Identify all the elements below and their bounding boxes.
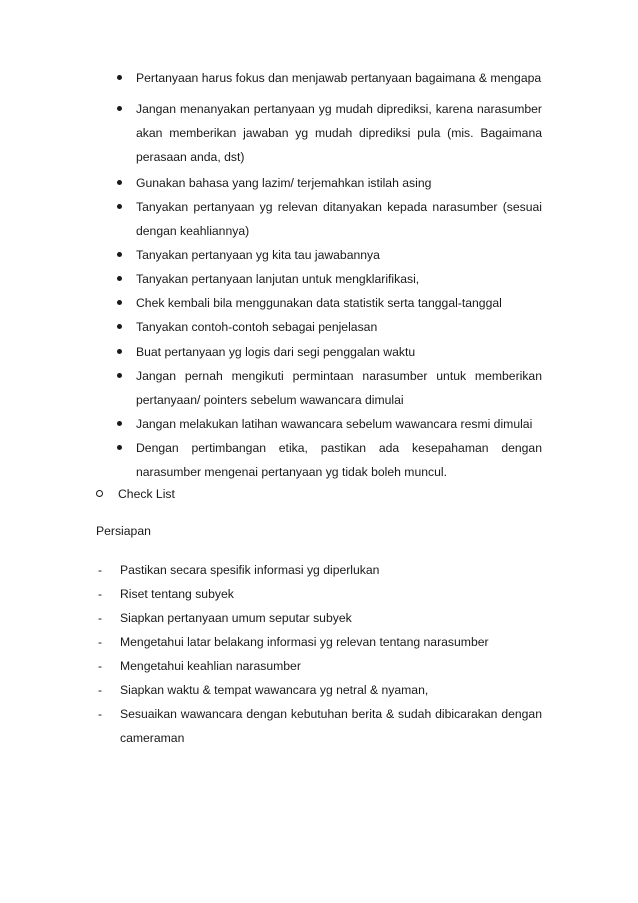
list-item-text: Tanyakan contoh-contoh sebagai penjelasan bbox=[136, 320, 378, 334]
list-item-text: Riset tentang subyek bbox=[120, 587, 234, 601]
list-item-text: Buat pertanyaan yg logis dari segi penggalan waktu bbox=[136, 345, 416, 359]
list-item bbox=[136, 436, 542, 484]
list-item bbox=[98, 630, 542, 654]
bullet-icon bbox=[117, 204, 122, 209]
list-item bbox=[136, 364, 542, 412]
list-item bbox=[136, 66, 542, 90]
list-item bbox=[136, 340, 542, 364]
list-item-text: Jangan melakukan latihan wawancara sebelum wawancara resmi dimulai bbox=[136, 417, 533, 431]
list-item bbox=[98, 654, 542, 678]
list-item bbox=[98, 558, 542, 582]
section-heading: Persiapan bbox=[96, 524, 151, 538]
bullet-icon bbox=[117, 445, 122, 450]
list-item-text: Tanyakan pertanyaan lanjutan untuk mengklarifikasi, bbox=[136, 272, 420, 286]
list-item bbox=[98, 606, 542, 630]
list-item bbox=[136, 267, 542, 291]
check-list-label: Check List bbox=[118, 487, 175, 501]
list-item-text: Tanyakan pertanyaan yg relevan ditanyakan kepada narasumber (sesuai dengan keahliannya) bbox=[136, 200, 542, 238]
list-item-text: Dengan pertimbangan etika, pastikan ada kesepahaman dengan narasumber mengenai pertanyaan yg tidak boleh muncul. bbox=[136, 441, 542, 479]
list-item bbox=[136, 171, 542, 195]
bullet-icon bbox=[117, 252, 122, 257]
bullet-icon bbox=[117, 106, 122, 111]
list-item bbox=[98, 582, 542, 606]
dash-marker: - bbox=[98, 611, 103, 625]
list-item bbox=[136, 315, 542, 339]
list-item-text: Chek kembali bila menggunakan data statistik serta tanggal-tanggal bbox=[136, 296, 502, 310]
list-item-text: Jangan pernah mengikuti permintaan narasumber untuk memberikan pertanyaan/ pointers sebelum wawancara dimulai bbox=[136, 369, 542, 407]
list-item-text: Gunakan bahasa yang lazim/ terjemahkan istilah asing bbox=[136, 176, 432, 190]
list-item bbox=[136, 195, 542, 243]
list-item-text: Pertanyaan harus fokus dan menjawab pertanyaan bagaimana & mengapa bbox=[136, 71, 542, 85]
bullet-icon bbox=[117, 276, 122, 281]
dash-marker: - bbox=[98, 563, 103, 577]
list-item bbox=[98, 678, 542, 702]
dash-marker: - bbox=[98, 683, 103, 697]
dash-marker: - bbox=[98, 635, 103, 649]
bullet-icon bbox=[117, 421, 122, 426]
circle-bullet-icon bbox=[96, 490, 103, 497]
dash-marker: - bbox=[98, 587, 103, 601]
list-item-text: Jangan menanyakan pertanyaan yg mudah diprediksi, karena narasumber akan memberikan jawaban yg mudah diprediksi pula (mis. Bagaimana perasaan anda, dst) bbox=[136, 102, 542, 164]
dash-marker: - bbox=[98, 707, 103, 721]
bullet-icon bbox=[117, 75, 122, 80]
bullet-icon bbox=[117, 300, 122, 305]
list-item bbox=[136, 97, 542, 169]
list-item bbox=[136, 243, 542, 267]
list-item bbox=[136, 412, 542, 436]
list-item-text: Pastikan secara spesifik informasi yg diperlukan bbox=[120, 563, 380, 577]
list-item bbox=[98, 702, 542, 750]
bullet-icon bbox=[117, 180, 122, 185]
check-list-heading bbox=[96, 484, 175, 504]
list-item-text: Sesuaikan wawancara dengan kebutuhan berita & sudah dibicarakan dengan cameraman bbox=[120, 707, 542, 745]
list-item-text: Siapkan pertanyaan umum seputar subyek bbox=[120, 611, 352, 625]
list-item-text: Tanyakan pertanyaan yg kita tau jawabannya bbox=[136, 248, 380, 262]
list-item-text: Siapkan waktu & tempat wawancara yg netral & nyaman, bbox=[120, 683, 429, 697]
dash-marker: - bbox=[98, 659, 103, 673]
bullet-icon bbox=[117, 373, 122, 378]
list-item-text: Mengetahui keahlian narasumber bbox=[120, 659, 301, 673]
bullet-icon bbox=[117, 324, 122, 329]
list-item bbox=[136, 291, 542, 315]
list-item-text: Mengetahui latar belakang informasi yg relevan tentang narasumber bbox=[120, 635, 489, 649]
bullet-icon bbox=[117, 349, 122, 354]
